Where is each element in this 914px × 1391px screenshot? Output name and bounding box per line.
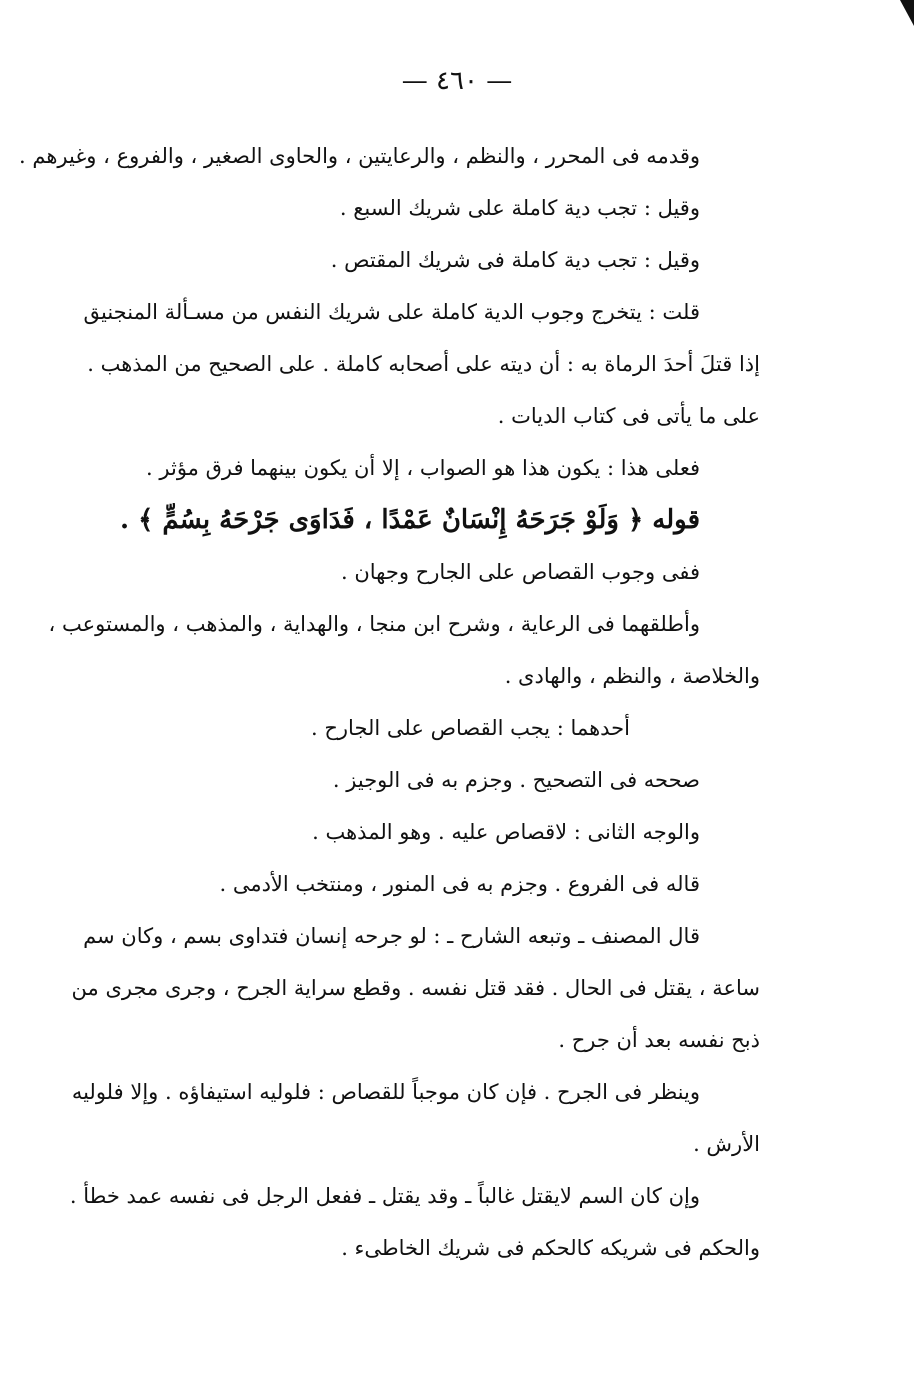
- text-line: وقيل : تجب دية كاملة على شريك السبع .: [339, 196, 700, 220]
- text-line: وإن كان السم لايقتل غالباً ـ وقد يقتل ـ ففعل الرجل فى نفسه عمد خطأ .: [69, 1184, 700, 1208]
- text-line: وقيل : تجب دية كاملة فى شريك المقتص .: [330, 248, 700, 272]
- text-line: وأطلقهما فى الرعاية ، وشرح ابن منجا ، والهداية ، والمذهب ، والمستوعب ،: [48, 612, 700, 636]
- main-text: [19, 130, 760, 1274]
- text-line: ساعة ، يقتل فى الحال . فقد قتل نفسه . وقطع سراية الجرح ، وجرى مجرى من: [71, 976, 760, 1000]
- text-line: صححه فى التصحيح . وجزم به فى الوجيز .: [332, 768, 700, 792]
- text-line: وقدمه فى المحرر ، والنظم ، والرعايتين ، والحاوى الصغير ، والفروع ، وغيرهم .: [19, 144, 700, 168]
- text-line: قال المصنف ـ وتبعه الشارح ـ : لو جرحه إنسان فتداوى بسم ، وكان سم: [83, 924, 700, 948]
- text-line: فعلى هذا : يكون هذا هو الصواب ، إلا أن يكون بينهما فرق مؤثر .: [146, 456, 700, 480]
- page-number: — ٤٦٠ —: [401, 66, 513, 96]
- text-line: ذبح نفسه بعد أن جرح .: [558, 1028, 760, 1052]
- text-line: وينظر فى الجرح . فإن كان موجباً للقصاص : فلوليه استيفاؤه . وإلا فلوليه: [71, 1080, 700, 1104]
- text-line: أحدهما : يجب القصاص على الجارح .: [311, 716, 630, 740]
- text-line: إذا قتلَ أحدَ الرماة به : أن ديته على أصحابه كاملة . على الصحيح من المذهب .: [87, 352, 760, 376]
- text-line: قاله فى الفروع . وجزم به فى المنور ، ومنتخب الأدمى .: [219, 872, 700, 896]
- text-line: قلت : يتخرج وجوب الدية كاملة على شريك النفس من مسـألة المنجنيق: [83, 300, 700, 324]
- text-line: ففى وجوب القصاص على الجارح وجهان .: [341, 560, 700, 584]
- text-line: الأرش .: [693, 1132, 760, 1156]
- text-line: والوجه الثانى : لاقصاص عليه . وهو المذهب .: [312, 820, 700, 844]
- corner-mark: [900, 0, 914, 26]
- quran-quote-line: قوله ﴿ وَلَوْ جَرَحَهُ إِنْسَانٌ عَمْدًا ، فَدَاوَى جَرْحَهُ بِسُمٍّ ﴾ .: [120, 505, 700, 535]
- text-line: والحكم فى شريكه كالحكم فى شريك الخاطىء .: [341, 1236, 760, 1260]
- text-line: والخلاصة ، والنظم ، والهادى .: [504, 664, 760, 688]
- text-line: على ما يأتى فى كتاب الديات .: [497, 404, 760, 428]
